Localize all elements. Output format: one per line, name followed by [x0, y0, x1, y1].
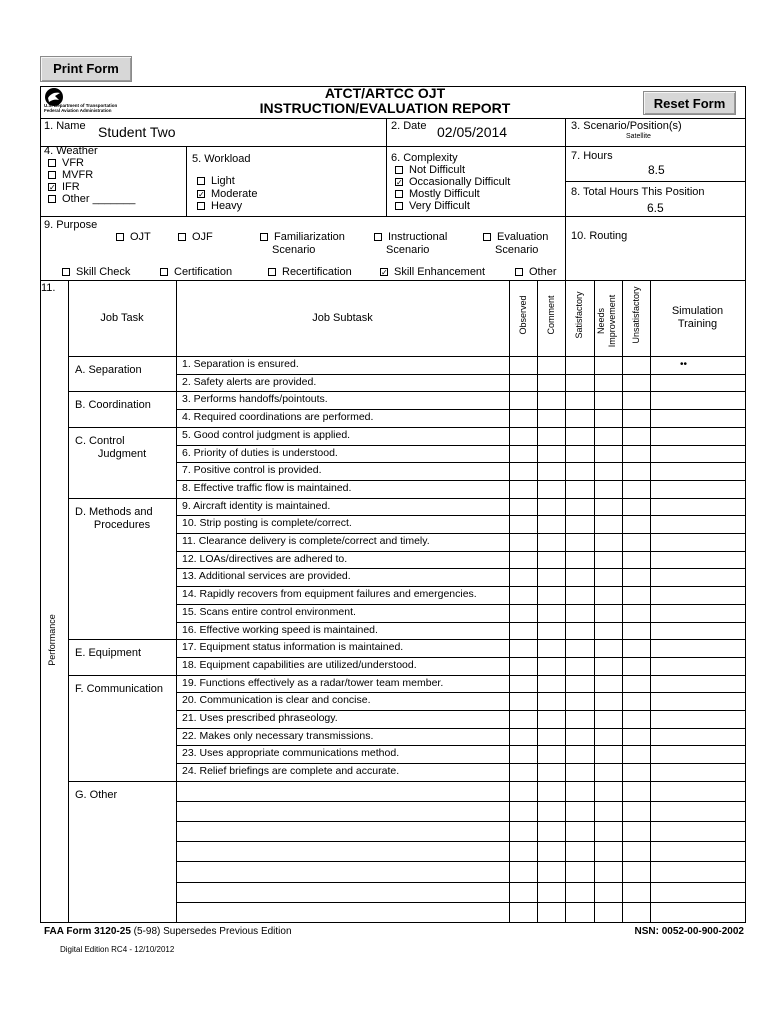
date-field[interactable]: 02/05/2014 — [437, 124, 508, 140]
purpose-option-line — [178, 231, 213, 244]
workload-option-label: Heavy — [211, 200, 243, 212]
subtask-row: 4. Required coordinations are performed. — [182, 411, 374, 424]
purpose-option-label-2: Scenario — [272, 243, 316, 256]
workload-option[interactable] — [197, 188, 257, 201]
purpose-option[interactable] — [160, 266, 232, 278]
purpose-option[interactable] — [483, 231, 548, 256]
job-task-label-2: Judgment — [97, 447, 147, 460]
job-task-label: F. Communication — [75, 682, 164, 695]
workload-options — [197, 175, 257, 213]
divider — [40, 118, 746, 119]
divider — [176, 675, 746, 676]
subtask-row: 9. Aircraft identity is maintained. — [182, 499, 331, 512]
purpose-checkbox[interactable] — [260, 233, 268, 241]
subtask-row: 7. Positive control is provided. — [182, 464, 322, 477]
divider — [176, 445, 746, 446]
divider — [68, 427, 176, 428]
col-job-subtask: Job Subtask — [312, 312, 373, 324]
col-observed: Observed — [518, 295, 528, 335]
weather-option[interactable] — [48, 169, 135, 181]
divider — [176, 745, 746, 746]
agency-line-2: Federal Aviation Administration — [44, 108, 112, 113]
job-task-b — [68, 399, 176, 412]
purpose-option-label: Other — [529, 266, 557, 278]
col-needs-line-1: Needs — [596, 308, 606, 335]
purpose-option-label: Instructional — [388, 231, 448, 243]
divider — [176, 902, 746, 903]
divider — [176, 515, 746, 516]
purpose-option-label: OJT — [130, 231, 151, 243]
col-simulation-training — [650, 305, 745, 331]
subtask-row: 17. Equipment status information is maintained. — [182, 641, 404, 654]
divider — [176, 710, 746, 711]
divider — [68, 639, 176, 640]
hours-field[interactable]: 8.5 — [648, 163, 665, 177]
job-task-label: A. Separation — [75, 364, 142, 376]
reset-form-button[interactable]: Reset Form — [643, 91, 736, 115]
divider — [650, 280, 651, 922]
divider — [176, 781, 746, 782]
col-simulation-line-2: Training — [677, 318, 718, 330]
divider — [386, 146, 387, 216]
purpose-checkbox[interactable] — [62, 268, 70, 276]
purpose-option[interactable] — [116, 231, 151, 244]
divider — [176, 604, 746, 605]
divider — [176, 374, 746, 375]
purpose-option-label: Skill Enhancement — [394, 266, 486, 278]
divider — [176, 821, 746, 822]
purpose-option-line — [483, 231, 548, 244]
purpose-option[interactable] — [260, 231, 345, 256]
divider — [68, 675, 176, 676]
divider — [176, 622, 746, 623]
weather-option-label: IFR — [62, 181, 80, 193]
divider — [176, 639, 746, 640]
job-task-e — [68, 647, 176, 660]
weather-option-label: MVFR — [62, 169, 94, 181]
purpose-option[interactable] — [178, 231, 213, 244]
form-title — [220, 86, 550, 116]
purpose-option-label: Recertification — [282, 266, 352, 278]
workload-option-label: Light — [211, 175, 235, 187]
weather-checkbox[interactable] — [48, 195, 56, 203]
divider — [565, 118, 566, 280]
complexity-label: 6. Complexity — [391, 152, 458, 164]
subtask-row: 15. Scans entire control environment. — [182, 605, 356, 618]
weather-checkbox[interactable] — [48, 159, 56, 167]
purpose-option-label-2: Scenario — [495, 243, 539, 256]
job-task-label-2: Procedures — [93, 518, 151, 531]
divider — [176, 728, 746, 729]
divider — [176, 861, 746, 862]
complexity-option-label: Not Difficult — [409, 164, 466, 176]
purpose-option-label: Familiarization — [274, 231, 345, 243]
subtask-row: 11. Clearance delivery is complete/correct and timely. — [182, 535, 430, 547]
workload-checkbox[interactable] — [197, 177, 205, 185]
divider — [40, 146, 746, 147]
divider — [622, 280, 623, 922]
total-hours-label: 8. Total Hours This Position — [571, 186, 705, 198]
agency-line-1: U.S. Department of Transportation — [44, 103, 118, 108]
subtask-row: 21. Uses prescribed phraseology. — [182, 712, 338, 724]
job-task-label: E. Equipment — [75, 647, 142, 660]
col-unsatisfactory: Unsatisfactory — [631, 286, 641, 344]
scenario-label: 3. Scenario/Position(s) — [571, 120, 682, 132]
divider — [68, 356, 746, 357]
divider — [40, 216, 746, 217]
purpose-option-line — [260, 231, 345, 244]
divider — [565, 181, 746, 182]
subtask-row: 23. Uses appropriate communications method. — [182, 747, 400, 760]
purpose-checkbox[interactable] — [116, 233, 124, 241]
purpose-option-line — [374, 231, 447, 244]
form-revision: (5-98) Supersedes Previous Edition — [130, 926, 292, 937]
workload-label: 5. Workload — [192, 153, 251, 165]
divider — [386, 118, 387, 146]
frame-right — [745, 86, 746, 923]
job-task-g — [68, 789, 176, 802]
divider — [594, 280, 595, 922]
purpose-option-label: OJF — [192, 231, 213, 243]
divider — [68, 391, 176, 392]
job-task-f — [68, 683, 176, 696]
divider — [176, 882, 746, 883]
purpose-option[interactable] — [62, 266, 130, 278]
job-task-c — [68, 435, 176, 461]
job-task-d — [68, 506, 176, 532]
purpose-option-label-2: Scenario — [386, 243, 430, 256]
weather-option-label: Other _______ — [62, 193, 136, 205]
complexity-option[interactable] — [395, 188, 510, 200]
weather-label: 4. Weather — [44, 145, 98, 157]
col-simulation-line-1: Simulation — [671, 305, 724, 317]
divider — [565, 280, 566, 922]
purpose-option-line — [116, 231, 151, 244]
weather-option-label: VFR — [62, 157, 84, 169]
agency-name — [44, 103, 117, 113]
weather-checkbox[interactable] — [48, 183, 56, 191]
divider — [176, 498, 746, 499]
weather-option[interactable] — [48, 193, 135, 205]
divider — [176, 801, 746, 802]
divider — [68, 781, 176, 782]
divider — [176, 841, 746, 842]
hours-label: 7. Hours — [571, 150, 613, 162]
col-job-task: Job Task — [100, 312, 144, 324]
divider — [176, 586, 746, 587]
subtask-row: 18. Equipment capabilities are utilized/understood. — [182, 658, 417, 671]
scenario-field[interactable]: Satellite — [626, 133, 651, 140]
simulation-mark: •• — [680, 359, 688, 370]
subtask-row: 24. Relief briefings are complete and accurate. — [182, 765, 400, 778]
subtask-row: 16. Effective working speed is maintained. — [182, 623, 378, 636]
purpose-option-label: Skill Check — [76, 266, 131, 278]
subtask-row: 12. LOAs/directives are adhered to. — [182, 552, 348, 565]
form-number — [44, 926, 292, 937]
complexity-option-label: Occasionally Difficult — [409, 176, 511, 188]
name-label: 1. Name — [44, 120, 86, 132]
nsn-number: NSN: 0052-00-900-2002 — [634, 926, 744, 937]
workload-checkbox[interactable] — [197, 202, 205, 210]
subtask-row: 22. Makes only necessary transmissions. — [182, 729, 374, 742]
weather-checkbox[interactable] — [48, 171, 56, 179]
date-label: 2. Date — [391, 120, 427, 132]
purpose-checkbox[interactable] — [268, 268, 276, 276]
purpose-checkbox[interactable] — [178, 233, 186, 241]
col-needs-line-2: Improvement — [607, 294, 617, 348]
workload-option[interactable] — [197, 200, 257, 213]
divider — [176, 692, 746, 693]
routing-label: 10. Routing — [571, 230, 628, 242]
subtask-row: 5. Good control judgment is applied. — [182, 428, 351, 441]
workload-option-label: Moderate — [211, 187, 258, 200]
subtask-row: 1. Separation is ensured. — [182, 358, 299, 370]
job-task-label: D. Methods and — [75, 505, 153, 518]
weather-option[interactable] — [48, 181, 135, 193]
weather-options — [48, 157, 135, 205]
col-comment: Comment — [546, 295, 556, 335]
complexity-option[interactable] — [395, 200, 510, 212]
divider — [176, 462, 746, 463]
complexity-checkbox[interactable] — [395, 166, 403, 174]
subtask-row: 10. Strip posting is complete/correct. — [182, 517, 352, 530]
complexity-option-label: Very Difficult — [409, 200, 470, 212]
job-task-label: C. Control — [75, 434, 125, 447]
divider — [176, 409, 746, 410]
frame-bottom — [40, 922, 746, 923]
performance-side-label: Performance — [47, 614, 57, 666]
divider — [176, 480, 746, 481]
purpose-option-label: Evaluation — [497, 231, 549, 243]
complexity-checkbox[interactable] — [395, 202, 403, 210]
purpose-option[interactable] — [515, 266, 557, 278]
purpose-option[interactable] — [374, 231, 447, 256]
purpose-checkbox[interactable] — [515, 268, 523, 276]
divider — [509, 280, 510, 922]
divider — [176, 391, 746, 392]
subtask-row: 19. Functions effectively as a radar/tower team member. — [182, 676, 444, 689]
divider — [176, 280, 177, 922]
print-form-button[interactable]: Print Form — [40, 56, 132, 82]
divider — [176, 763, 746, 764]
col-needs-improvement — [596, 287, 618, 355]
form-number-bold: FAA Form 3120-25 — [44, 926, 131, 937]
subtask-row: 8. Effective traffic flow is maintained. — [182, 481, 352, 494]
col-satisfactory: Satisfactory — [574, 291, 584, 339]
total-hours-field[interactable]: 6.5 — [647, 201, 664, 215]
title-line-1: ATCT/ARTCC OJT — [324, 85, 446, 101]
purpose-option-label: Certification — [174, 266, 233, 278]
subtask-row: 13. Additional services are provided. — [182, 570, 351, 583]
name-field[interactable]: Student Two — [98, 124, 176, 140]
complexity-checkbox[interactable] — [395, 178, 403, 186]
workload-option[interactable] — [197, 175, 257, 188]
job-task-label: B. Coordination — [75, 399, 151, 412]
divider — [186, 146, 187, 216]
purpose-checkbox[interactable] — [483, 233, 491, 241]
divider — [537, 280, 538, 922]
purpose-checkbox[interactable] — [160, 268, 168, 276]
complexity-option[interactable] — [395, 176, 510, 188]
complexity-option-label: Mostly Difficult — [409, 188, 480, 200]
purpose-option[interactable] — [268, 266, 352, 278]
divider — [68, 498, 176, 499]
complexity-option[interactable] — [395, 164, 510, 176]
digital-edition: Digital Edition RC4 - 12/10/2012 — [60, 945, 175, 954]
divider — [176, 533, 746, 534]
subtask-row: 6. Priority of duties is understood. — [182, 446, 338, 459]
purpose-label: 9. Purpose — [44, 219, 98, 231]
job-task-a — [68, 364, 176, 377]
subtask-row: 20. Communication is clear and concise. — [182, 694, 371, 707]
subtask-row: 2. Safety alerts are provided. — [182, 375, 317, 388]
divider — [176, 657, 746, 658]
divider — [176, 427, 746, 428]
complexity-options — [395, 164, 510, 212]
weather-option[interactable] — [48, 157, 135, 169]
workload-checkbox[interactable] — [197, 190, 205, 198]
section-11-number: 11. — [41, 282, 56, 294]
purpose-checkbox[interactable] — [380, 268, 388, 276]
purpose-option[interactable] — [380, 266, 485, 278]
subtask-row: 14. Rapidly recovers from equipment failures and emergencies. — [182, 588, 477, 601]
job-task-label: G. Other — [75, 788, 118, 801]
divider — [176, 568, 746, 569]
complexity-checkbox[interactable] — [395, 190, 403, 198]
purpose-checkbox[interactable] — [374, 233, 382, 241]
subtask-row: 3. Performs handoffs/pointouts. — [182, 393, 328, 406]
title-line-2: INSTRUCTION/EVALUATION REPORT — [259, 100, 511, 116]
divider — [176, 551, 746, 552]
frame-left — [40, 86, 41, 923]
